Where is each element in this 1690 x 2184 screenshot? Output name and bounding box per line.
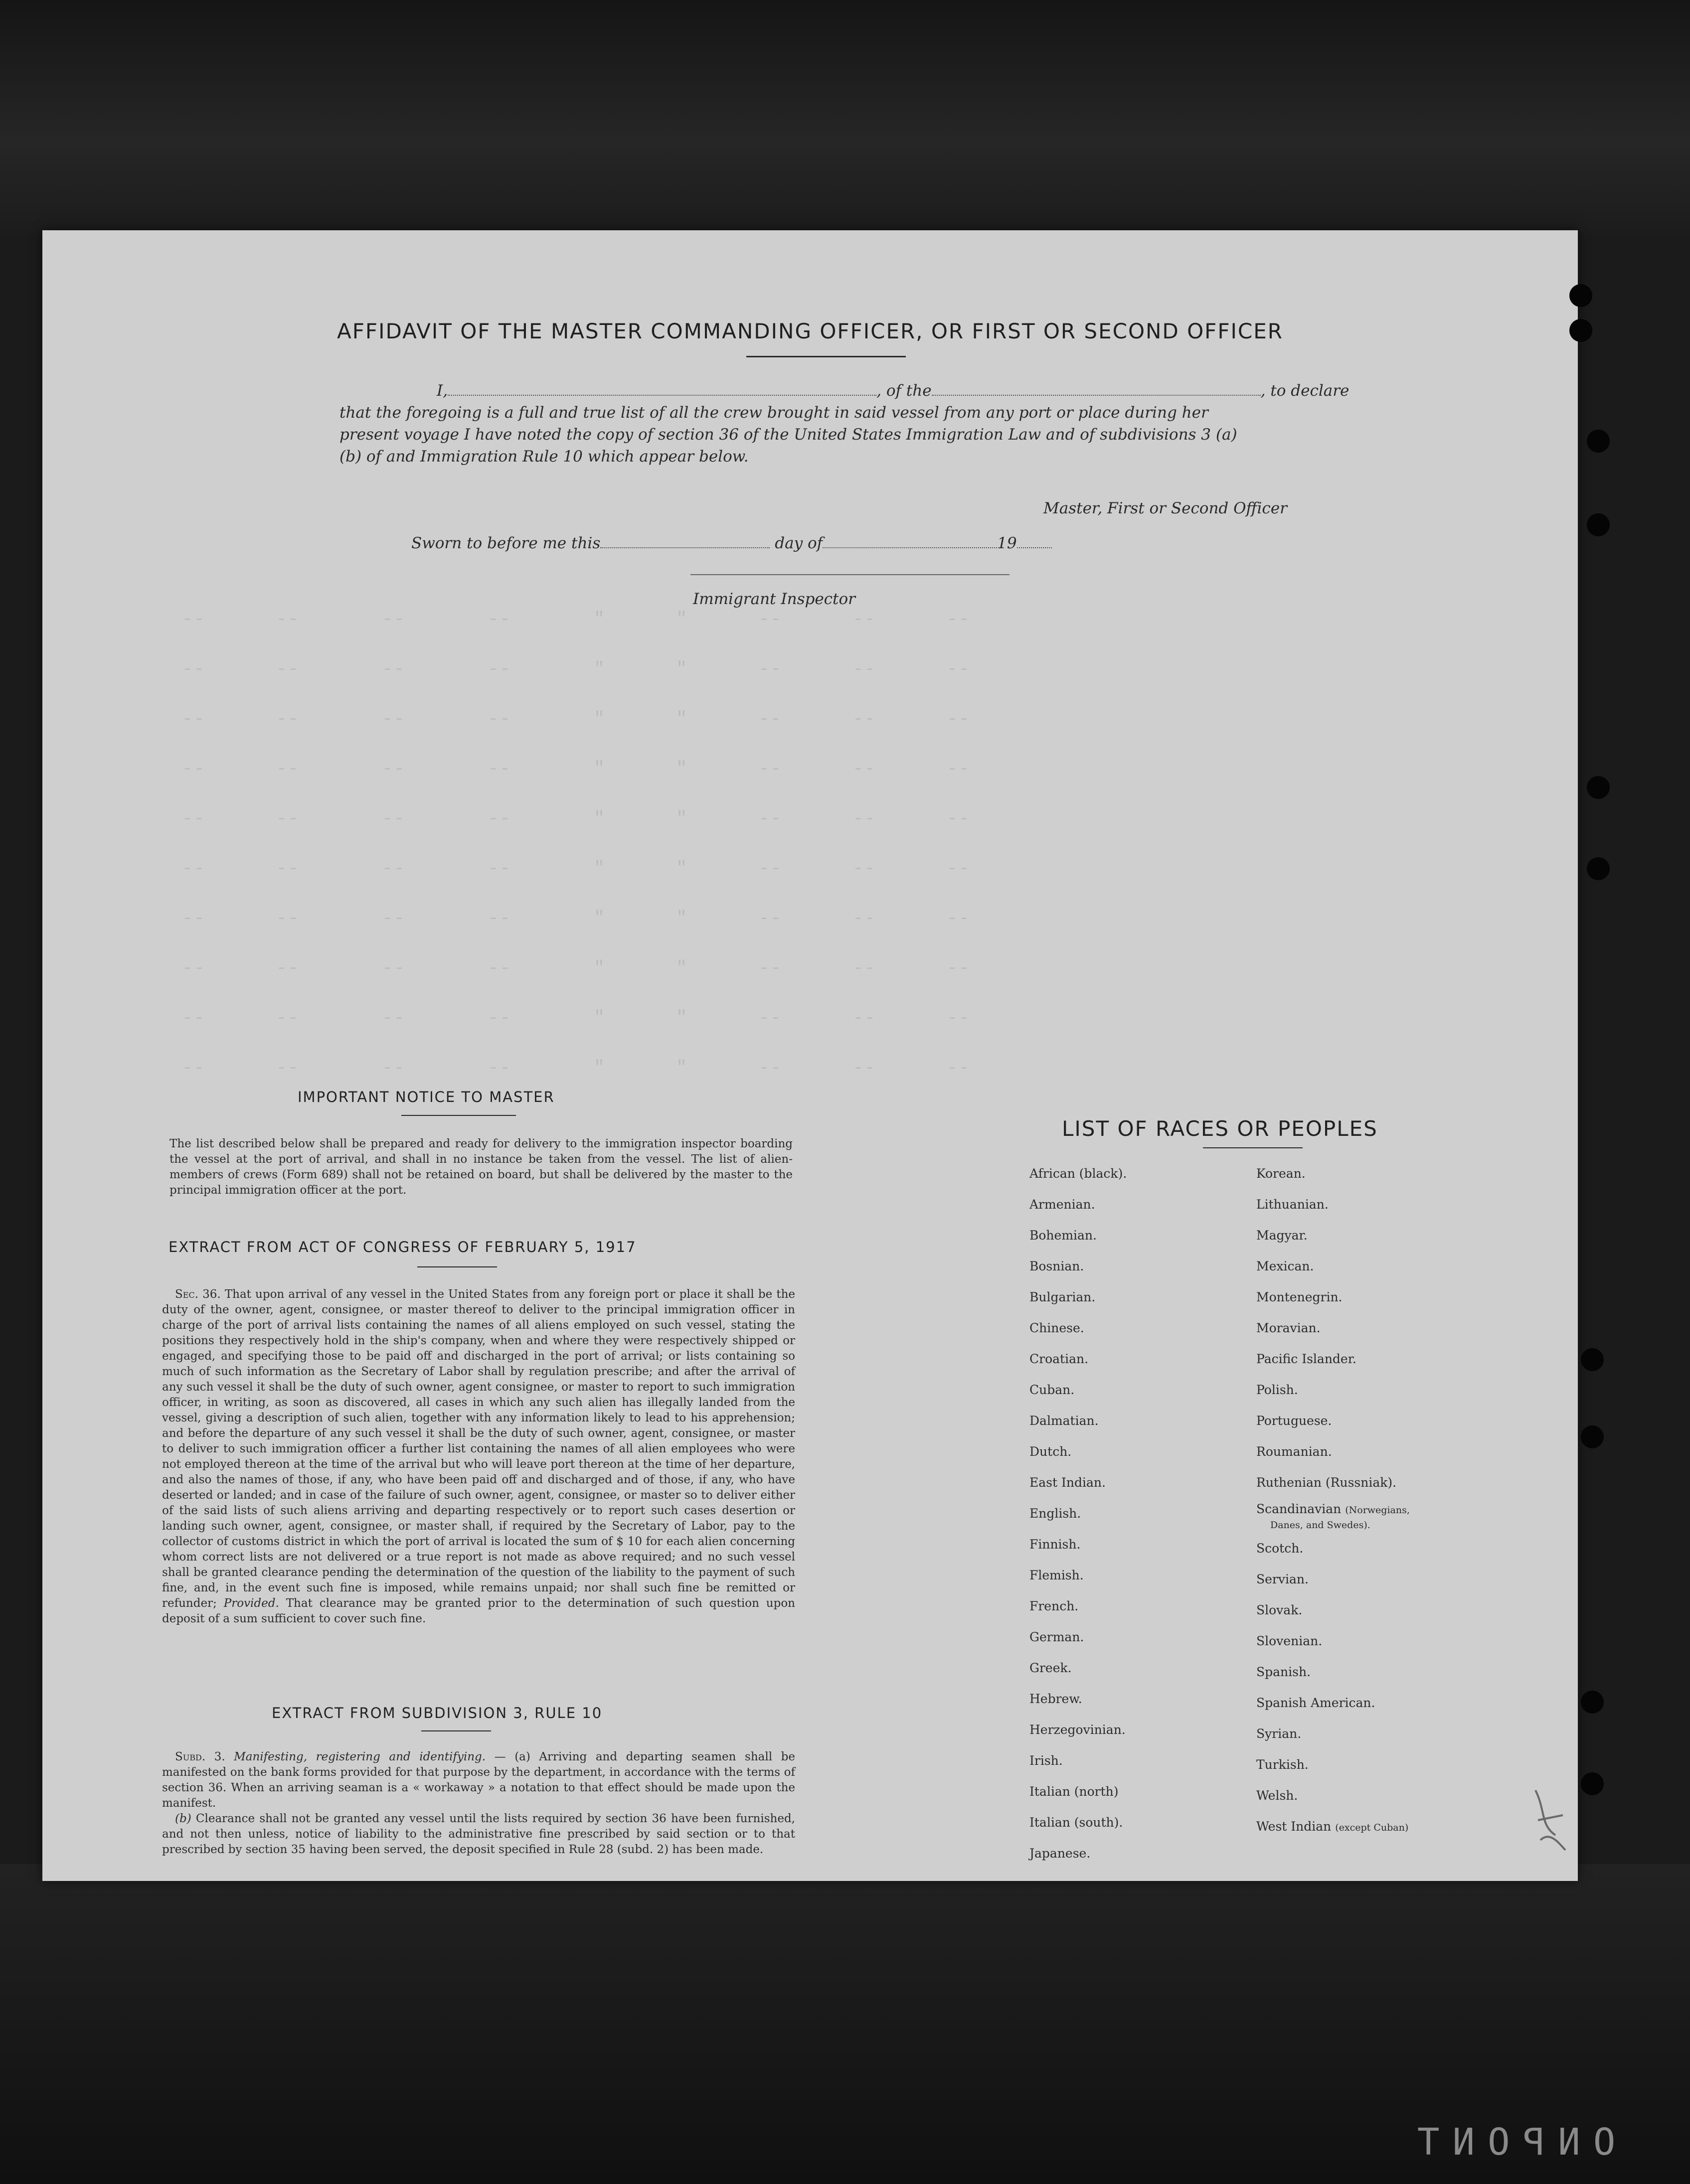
punch-hole [1581, 1425, 1604, 1448]
race-item: Moravian. [1256, 1321, 1321, 1335]
race-item: Magyar. [1256, 1228, 1308, 1243]
handwritten-scribble [1530, 1780, 1570, 1855]
notice-heading: IMPORTANT NOTICE TO MASTER [298, 1089, 555, 1105]
races-column-2 [1256, 1158, 1410, 1842]
race-item: Flemish. [1029, 1568, 1084, 1582]
punch-hole [1587, 430, 1610, 453]
race-item: Italian (north) [1029, 1784, 1119, 1799]
punch-hole [1581, 1348, 1604, 1371]
race-item: Finnish. [1029, 1537, 1081, 1552]
inspector-label: Immigrant Inspector [693, 590, 855, 608]
race-item: Italian (south). [1029, 1815, 1123, 1830]
affidavit-line-4: (b) of and Immigration Rule 10 which appear below. [339, 448, 749, 466]
rule-extract-heading: EXTRACT FROM SUBDIVISION 3, RULE 10 [272, 1705, 603, 1721]
race-item: Hebrew. [1029, 1692, 1082, 1706]
bleed-through-texture: -- -- -- -- " " -- -- -- [182, 1058, 971, 1078]
race-item: Syrian. [1256, 1726, 1302, 1741]
race-item-west-indian: West Indian (except Cuban) [1256, 1819, 1409, 1834]
act-heading-underline [417, 1266, 497, 1267]
bleed-through-texture: -- -- -- -- " " -- -- -- [182, 858, 971, 879]
affidavit-line-1: I, , of the , to declare [437, 382, 1350, 400]
race-item: Bohemian. [1029, 1228, 1097, 1243]
affidavit-text [339, 380, 1381, 468]
race-item: Spanish. [1256, 1665, 1311, 1679]
race-item-scandinavian: Scandinavian (Norwegians, Danes, and Swedes). [1256, 1502, 1410, 1531]
film-border-top [0, 0, 1690, 234]
punch-hole [1581, 1691, 1604, 1714]
race-item: Portuguese. [1256, 1413, 1332, 1428]
punch-hole [1569, 284, 1592, 307]
affidavit-line-3: present voyage I have noted the copy of section 36 of the United States Immigration Law and of subdivisions 3 (a) [339, 426, 1237, 444]
name-blank[interactable] [448, 381, 876, 396]
race-item: African (black). [1029, 1166, 1127, 1181]
master-signature-label: Master, First or Second Officer [1043, 499, 1287, 517]
punch-hole [1581, 1772, 1604, 1795]
affidavit-line-2: that the foregoing is a full and true list of all the crew brought in said vessel from any port or place during her [339, 404, 1208, 422]
race-item: Slovak. [1256, 1603, 1303, 1617]
rule-heading-underline [421, 1730, 491, 1731]
bleed-through-texture: -- -- -- -- " " -- -- -- [182, 808, 971, 829]
race-item: Cuban. [1029, 1383, 1075, 1397]
race-item: English. [1029, 1506, 1081, 1521]
rule-extract-text: Subd. 3. Manifesting, registering and identifying. — (a) Arriving and departing seamen shall be manifested on the bank forms provided for that purpose by the department, in accordance with the terms of section 36. When an arriving seaman is a « workaway » a notation to that effect should be made upon the manifest. (b) Clearance shall not be granted any vessel until the lists required by section 36 have been furnished, and not then unless, notice of liability to the administrative fine prescribed by said section or to that prescribed by section 35 having been served, the deposit specified in Rule 28 (subd. 2) has been made. [162, 1750, 796, 1856]
race-item: Dalmatian. [1029, 1413, 1099, 1428]
title-underline [746, 356, 906, 357]
race-item: East Indian. [1029, 1475, 1106, 1490]
race-item: Turkish. [1256, 1757, 1309, 1772]
race-item: Chinese. [1029, 1321, 1084, 1335]
bleed-through-texture: -- -- -- -- " " -- -- -- [182, 709, 971, 729]
races-heading: LIST OF RACES OR PEOPLES [1062, 1116, 1378, 1141]
race-item: Roumanian. [1256, 1444, 1332, 1459]
act-extract-heading: EXTRACT FROM ACT OF CONGRESS OF FEBRUARY 5, 1917 [169, 1239, 637, 1255]
inspector-signature-line [690, 574, 1010, 575]
race-item: Welsh. [1256, 1788, 1298, 1803]
race-item: Scotch. [1256, 1541, 1304, 1556]
act-extract-text: Sec. 36. That upon arrival of any vessel in the United States from any foreign port or place it shall be the duty of the owner, agent, consignee, or master thereof to deliver to the principal immigration officer in charge of the port of arrival lists containing the names of all aliens employed on such vessel, stating the positions they respectively hold in the ship's company, when and where they were respectively shipped or engaged, and specifying those to be paid off and discharged in the port of arrival; or lists containing so much of such information as the Secretary of Labor shall by regulation prescribe; and after the arrival of any such vessel it shall be the duty of such owner, agent consignee, or master to report to such immigration officer, in writing, as soon as discovered, all cases in which any such alien has illegally landed from the vessel, giving a description of such alien, together with any information likely to lead to his apprehension; and before the departure of any such vessel it shall be the duty of such owner, agent, consignee, or master to deliver to such immigration officer a further list containing the names of all alien employees who were not employed thereon at the time of the arrival but who will leave port thereon at the time of her departure, and also the names of those, if any, who have been paid off and discharged and of those, if any, who have deserted or landed; and in case of the failure of such owner, agent, consignee, or master so to deliver either of the said lists of such aliens arriving and departing respectively or to report such cases desertion or landing such owner, agent, consignee, or master shall, if required by the Secretary of Labor, pay to the collector of customs district in which the port of arrival is located the sum of $ 10 for each alien concerning whom correct lists are not delivered or a true report is not made as above required; and no such vessel shall be granted clearance pending the determination of the question of the liability to the payment of such fine, and, in the event such fine is imposed, while remains unpaid; nor shall such fine be remitted or refunder; Provided. That clearance may be granted prior to the determination of such question upon deposit of a sum sufficient to cover such fine. [162, 1288, 795, 1625]
punch-hole [1587, 513, 1610, 536]
vessel-blank[interactable] [932, 381, 1261, 396]
races-heading-underline [1203, 1147, 1303, 1148]
sworn-month-blank[interactable] [823, 533, 997, 548]
notice-heading-underline [401, 1115, 516, 1116]
sworn-day-blank[interactable] [600, 533, 770, 548]
bleed-through-texture: -- -- -- -- " " -- -- -- [182, 609, 971, 629]
punch-hole [1587, 857, 1610, 880]
race-item: Pacific Islander. [1256, 1352, 1356, 1366]
race-item: Bosnian. [1029, 1259, 1084, 1273]
race-item: Korean. [1256, 1166, 1306, 1181]
bleed-through-texture: -- -- -- -- " " -- -- -- [182, 659, 971, 679]
race-item: Mexican. [1256, 1259, 1314, 1273]
race-item: Spanish American. [1256, 1696, 1375, 1710]
race-item: Bulgarian. [1029, 1290, 1096, 1304]
film-frame-code: ONPONT [1404, 2121, 1615, 2164]
race-item: Montenegrin. [1256, 1290, 1343, 1304]
sworn-line: Sworn to before me this day of 19 [411, 533, 1052, 552]
bleed-through-texture: -- -- -- -- " " -- -- -- [182, 958, 971, 978]
races-column-1 [1029, 1158, 1127, 1869]
race-item: Servian. [1256, 1572, 1309, 1586]
bleed-through-texture: -- -- -- -- " " -- -- -- [182, 908, 971, 929]
race-item: Armenian. [1029, 1197, 1095, 1212]
bleed-through-texture: -- -- -- -- " " -- -- -- [182, 1008, 971, 1028]
race-item: German. [1029, 1630, 1084, 1644]
race-item: Japanese. [1029, 1846, 1091, 1861]
race-item: Lithuanian. [1256, 1197, 1329, 1212]
race-item: Greek. [1029, 1661, 1072, 1675]
race-item: Dutch. [1029, 1444, 1072, 1459]
affidavit-title: AFFIDAVIT OF THE MASTER COMMANDING OFFICER, OR FIRST OR SECOND OFFICER [337, 319, 1283, 343]
document-page [42, 230, 1578, 1881]
race-item: Slovenian. [1256, 1634, 1323, 1648]
race-item: Herzegovinian. [1029, 1722, 1126, 1737]
notice-text: The list described below shall be prepared and ready for delivery to the immigration inspector boarding the vessel at the port of arrival, and shall in no instance be taken from the vessel. The list of alien-members of crews (Form 689) shall not be retained on board, but shall be delivered by the master to the principal immigration officer at the port. [169, 1137, 793, 1197]
sworn-year-blank[interactable] [1017, 533, 1052, 548]
race-item: French. [1029, 1599, 1079, 1613]
race-item: Irish. [1029, 1753, 1063, 1768]
punch-hole [1587, 776, 1610, 799]
race-item: Polish. [1256, 1383, 1298, 1397]
bleed-through-texture: -- -- -- -- " " -- -- -- [182, 759, 971, 779]
race-item: Croatian. [1029, 1352, 1089, 1366]
race-item: Ruthenian (Russniak). [1256, 1475, 1397, 1490]
